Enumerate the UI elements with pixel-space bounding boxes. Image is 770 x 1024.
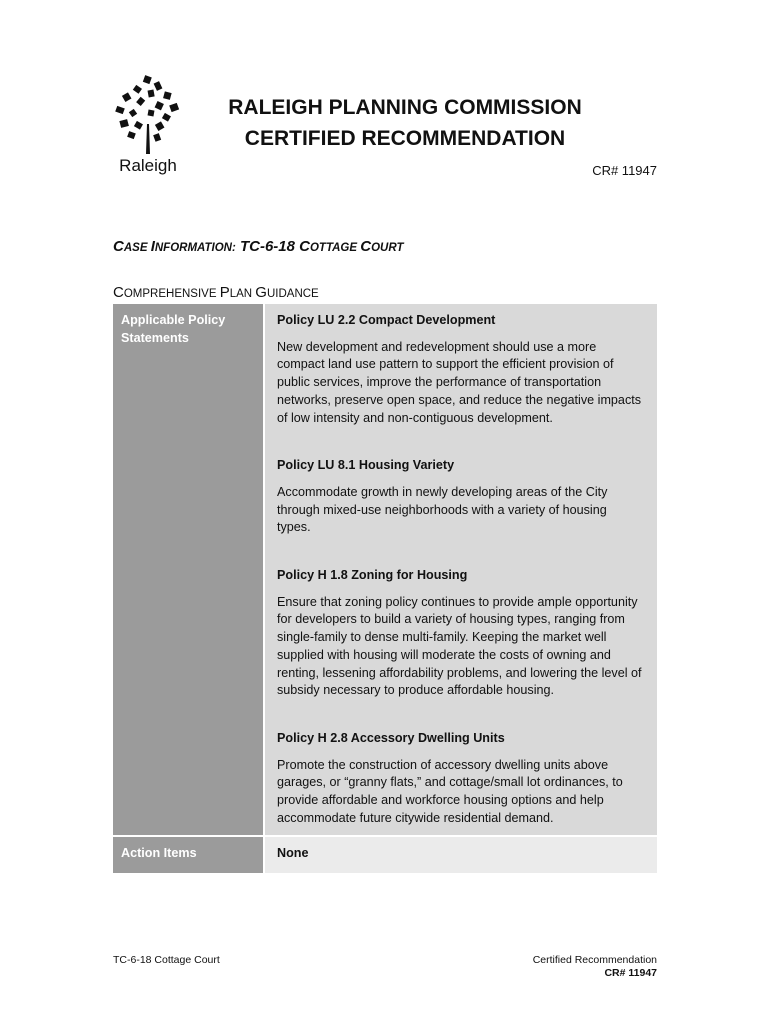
sc-letter: C xyxy=(299,238,310,255)
policy-block xyxy=(277,730,643,828)
title-line-1: RALEIGH PLANNING COMMISSION xyxy=(228,96,582,119)
policy-text: Promote the construction of accessory dwelling units above garages, or “granny flats,” and cottage/small lot ordinances, to provide affordable and workforce housing options and help accommodate future citywide residential demand. xyxy=(277,757,623,825)
sc-rest: OURT xyxy=(371,242,404,254)
policy-block xyxy=(277,567,643,700)
policy-text: Ensure that zoning policy continues to provide ample opportunity for developers to build a variety of housing types, ranging from single-family to dense multi-family. Keeping the market well supplied with housing will moderate the costs of owning and renting, lessening affordability problems, and lowering the level of subsidy necessary to produce affordable housing. xyxy=(277,594,642,698)
policy-title: Policy H 1.8 Zoning for Housing xyxy=(277,568,468,583)
document-title xyxy=(190,92,620,154)
sc-letter: P xyxy=(219,284,230,301)
case-information-heading xyxy=(113,238,403,255)
cr-number: CR# 11947 xyxy=(592,163,657,178)
policy-text: Accommodate growth in newly developing areas of the City through mixed-use neighborhoods with a variety of housing types. xyxy=(277,484,608,535)
title-line-2: CERTIFIED RECOMMENDATION xyxy=(244,127,566,150)
action-items-label: Action Items xyxy=(113,837,263,875)
policy-title: Policy LU 2.2 Compact Development xyxy=(277,313,496,327)
policy-label-cell: Applicable Policy Statements xyxy=(113,304,263,837)
policy-row xyxy=(113,304,657,837)
footer-doc-type: Certified Recommendation xyxy=(532,954,657,966)
sc-rest: UIDANCE xyxy=(266,288,319,300)
policy-block xyxy=(277,312,643,427)
sc-letter: C xyxy=(360,238,372,255)
policy-block xyxy=(277,457,643,537)
policy-text: New development and redevelopment should use a more compact land use pattern to support the efficient provision of public services, improve the performance of transportation networks, preserve open space, and reduce the negative impacts of low intensity and non-contiguous development. xyxy=(277,339,642,425)
sc-letter: C xyxy=(113,238,124,255)
guidance-table xyxy=(113,304,657,875)
action-items-row xyxy=(113,837,657,875)
comprehensive-plan-guidance-heading xyxy=(113,284,319,301)
policy-title: Policy H 2.8 Accessory Dwelling Units xyxy=(277,730,505,745)
footer-right xyxy=(533,954,657,980)
sc-rest: OMPREHENSIVE xyxy=(123,288,220,300)
footer-cr-number: CR# 11947 xyxy=(604,967,657,979)
sc-rest: LAN xyxy=(229,288,256,300)
oak-tree-icon xyxy=(108,74,188,156)
case-number: TC-6-18 xyxy=(235,238,300,255)
footer-case-name: TC-6-18 Cottage Court xyxy=(113,954,220,966)
sc-rest: NFORMATION: xyxy=(154,242,236,254)
logo-wordmark: Raleigh xyxy=(119,156,177,175)
sc-letter: C xyxy=(113,284,124,301)
sc-rest: ASE xyxy=(123,242,151,254)
sc-letter: G xyxy=(255,284,267,301)
policy-title: Policy LU 8.1 Housing Variety xyxy=(277,458,455,473)
policy-content-cell xyxy=(263,304,657,837)
action-items-value: None xyxy=(263,837,657,875)
sc-letter: I xyxy=(150,238,155,255)
raleigh-logo xyxy=(108,74,188,178)
sc-rest: OTTAGE xyxy=(309,242,361,254)
